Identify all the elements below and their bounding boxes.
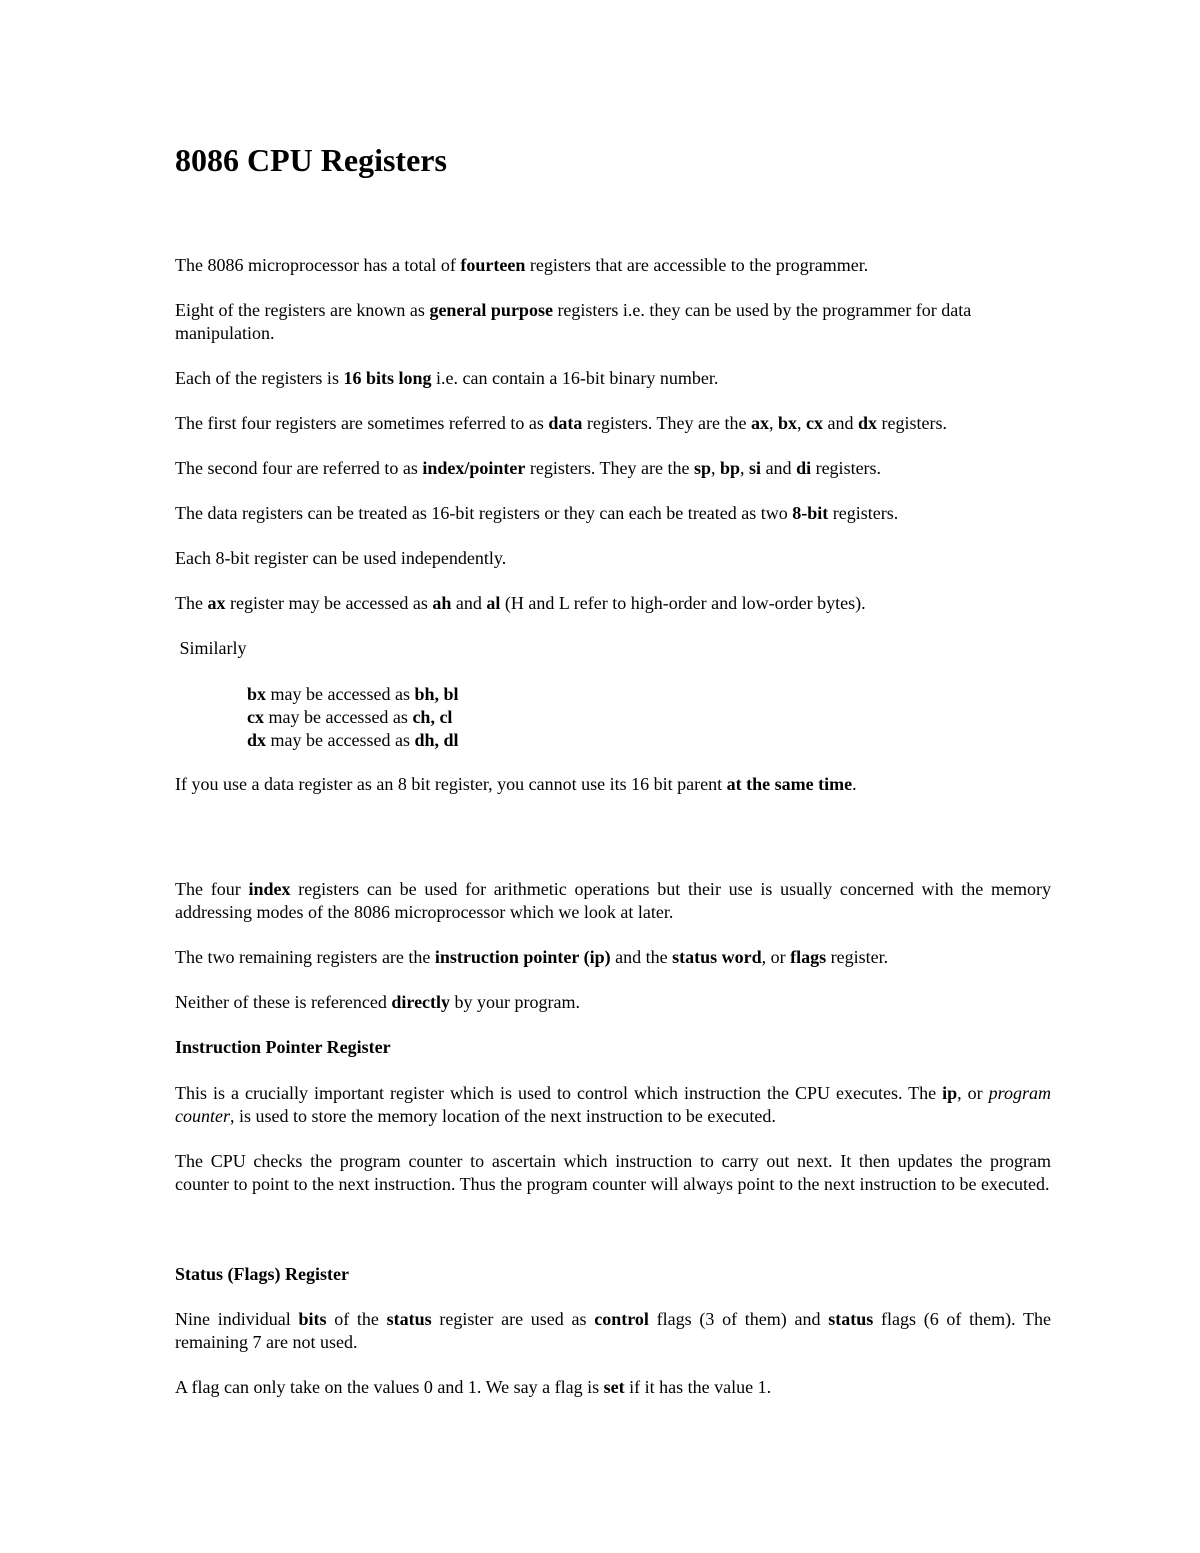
text: , or	[761, 947, 791, 967]
bold-term: ax	[750, 413, 769, 433]
text: registers that are accessible to the programmer.	[525, 255, 869, 275]
text: The first four registers are sometimes referred to as	[175, 413, 549, 433]
paragraph-similarly: Similarly	[175, 638, 247, 658]
text: registers.	[828, 503, 899, 523]
bold-term: sp	[694, 458, 712, 478]
paragraph-flag-values	[175, 1376, 1051, 1399]
paragraph-index-registers	[175, 878, 1051, 924]
text: ,	[797, 413, 806, 433]
bold-term: status word	[672, 947, 762, 967]
paragraph-general-purpose	[175, 299, 1051, 345]
bold-term: index	[248, 879, 291, 899]
paragraph-remaining-registers	[175, 946, 1051, 969]
list-item	[247, 683, 847, 706]
bold-term: cx	[247, 707, 264, 727]
paragraph-index-pointer	[175, 457, 1051, 480]
list-item	[247, 729, 847, 752]
bold-term: si	[749, 458, 762, 478]
text: register may be accessed as	[225, 593, 433, 613]
bold-term: set	[603, 1377, 625, 1397]
paragraph-ax-access	[175, 592, 1051, 615]
paragraph-8bit	[175, 502, 1051, 525]
bold-term: cx	[806, 413, 823, 433]
text: Nine individual	[175, 1309, 299, 1329]
text: Each of the registers is	[175, 368, 344, 388]
text: may be accessed as	[266, 730, 415, 750]
text: flags (3 of them) and	[648, 1309, 829, 1329]
text: ,	[711, 458, 721, 478]
paragraph-not-referenced	[175, 991, 1051, 1014]
text: , or	[957, 1083, 989, 1103]
text: ,	[768, 413, 778, 433]
page-title: 8086 CPU Registers	[175, 142, 447, 178]
text: registers i.e. they can be used by the programmer for data manipulation.	[175, 300, 972, 343]
bold-term: al	[486, 593, 501, 613]
text: may be accessed as	[266, 684, 415, 704]
bold-term: bits	[298, 1309, 327, 1329]
bold-term: 8-bit	[792, 503, 829, 523]
bold-term: dx	[247, 730, 267, 750]
bold-term: fourteen	[460, 255, 526, 275]
text: , is used to store the memory location of the next instruction to be executed.	[229, 1106, 776, 1126]
text: and	[451, 593, 487, 613]
text: (H and L refer to high-order and low-order bytes).	[500, 593, 866, 613]
paragraph-data-registers	[175, 412, 1051, 435]
list-item	[247, 706, 847, 729]
bold-term: flags	[790, 947, 827, 967]
paragraph-ip-description	[175, 1082, 1051, 1128]
bold-term: ip	[942, 1083, 958, 1103]
text: register are used as	[431, 1309, 595, 1329]
text: if it has the value 1.	[624, 1377, 772, 1397]
text: registers. They are the	[525, 458, 694, 478]
text: by your program.	[450, 992, 581, 1012]
text: registers.	[877, 413, 947, 433]
bold-term: bp	[720, 458, 741, 478]
bold-term: instruction pointer (ip)	[434, 947, 611, 967]
text: may be accessed as	[264, 707, 413, 727]
text: i.e. can contain a 16-bit binary number.	[431, 368, 719, 388]
text: If you use a data register as an 8 bit register, you cannot use its 16 bit parent	[175, 774, 727, 794]
bold-term: di	[796, 458, 812, 478]
bold-term: at the same time	[726, 774, 853, 794]
text: registers.	[811, 458, 882, 478]
section-heading-status-flags: Status (Flags) Register	[175, 1264, 349, 1284]
register-list	[247, 683, 847, 752]
text: The	[175, 593, 208, 613]
text: and the	[610, 947, 673, 967]
bold-term: dh, dl	[414, 730, 459, 750]
paragraph-same-time	[175, 773, 1051, 796]
bold-term: directly	[391, 992, 451, 1012]
text: ,	[740, 458, 750, 478]
bold-term: 16 bits long	[343, 368, 432, 388]
paragraph-program-counter: The CPU checks the program counter to ascertain which instruction to carry out next. It then updates the program counter to point to the next instruction. Thus the program counter will always point to the next instruction to be executed.	[175, 1151, 1051, 1194]
text: The two remaining registers are the	[175, 947, 435, 967]
text: .	[852, 774, 857, 794]
text: register.	[826, 947, 889, 967]
bold-term: index/pointer	[422, 458, 526, 478]
bold-term: ah	[432, 593, 452, 613]
bold-term: status	[386, 1309, 432, 1329]
paragraph-independent: Each 8-bit register can be used independently.	[175, 548, 507, 568]
text: of the	[326, 1309, 387, 1329]
text: Eight of the registers are known as	[175, 300, 430, 320]
text: registers. They are the	[582, 413, 751, 433]
bold-term: control	[594, 1309, 649, 1329]
bold-term: status	[828, 1309, 874, 1329]
bold-term: ch, cl	[412, 707, 453, 727]
bold-term: ax	[207, 593, 226, 613]
text: The 8086 microprocessor has a total of	[175, 255, 461, 275]
text: Neither of these is referenced	[175, 992, 392, 1012]
bold-term: bx	[777, 413, 797, 433]
text: and	[823, 413, 858, 433]
paragraph-bit-length	[175, 367, 1051, 390]
text: This is a crucially important register which is used to control which instruction the CPU executes. The	[175, 1083, 943, 1103]
section-heading-instruction-pointer: Instruction Pointer Register	[175, 1037, 391, 1057]
bold-term: bh, bl	[414, 684, 459, 704]
bold-term: data	[548, 413, 583, 433]
bold-term: dx	[858, 413, 878, 433]
text: registers can be used for arithmetic operations but their use is usually concerned with the memory addressing modes of the 8086 microprocessor which we look at later.	[175, 879, 1051, 922]
bold-term: bx	[247, 684, 267, 704]
paragraph-register-count	[175, 254, 1051, 277]
text: The data registers can be treated as 16-bit registers or they can each be treated as two	[175, 503, 793, 523]
text: The four	[175, 879, 249, 899]
text: and	[761, 458, 797, 478]
text: The second four are referred to as	[175, 458, 423, 478]
bold-term: general purpose	[429, 300, 553, 320]
text: A flag can only take on the values 0 and 1. We say a flag is	[175, 1377, 604, 1397]
text: flags (6 of them). The remaining 7 are not used.	[175, 1309, 1052, 1352]
italic-term: program counter	[175, 1083, 1051, 1126]
paragraph-flag-bits	[175, 1308, 1051, 1354]
